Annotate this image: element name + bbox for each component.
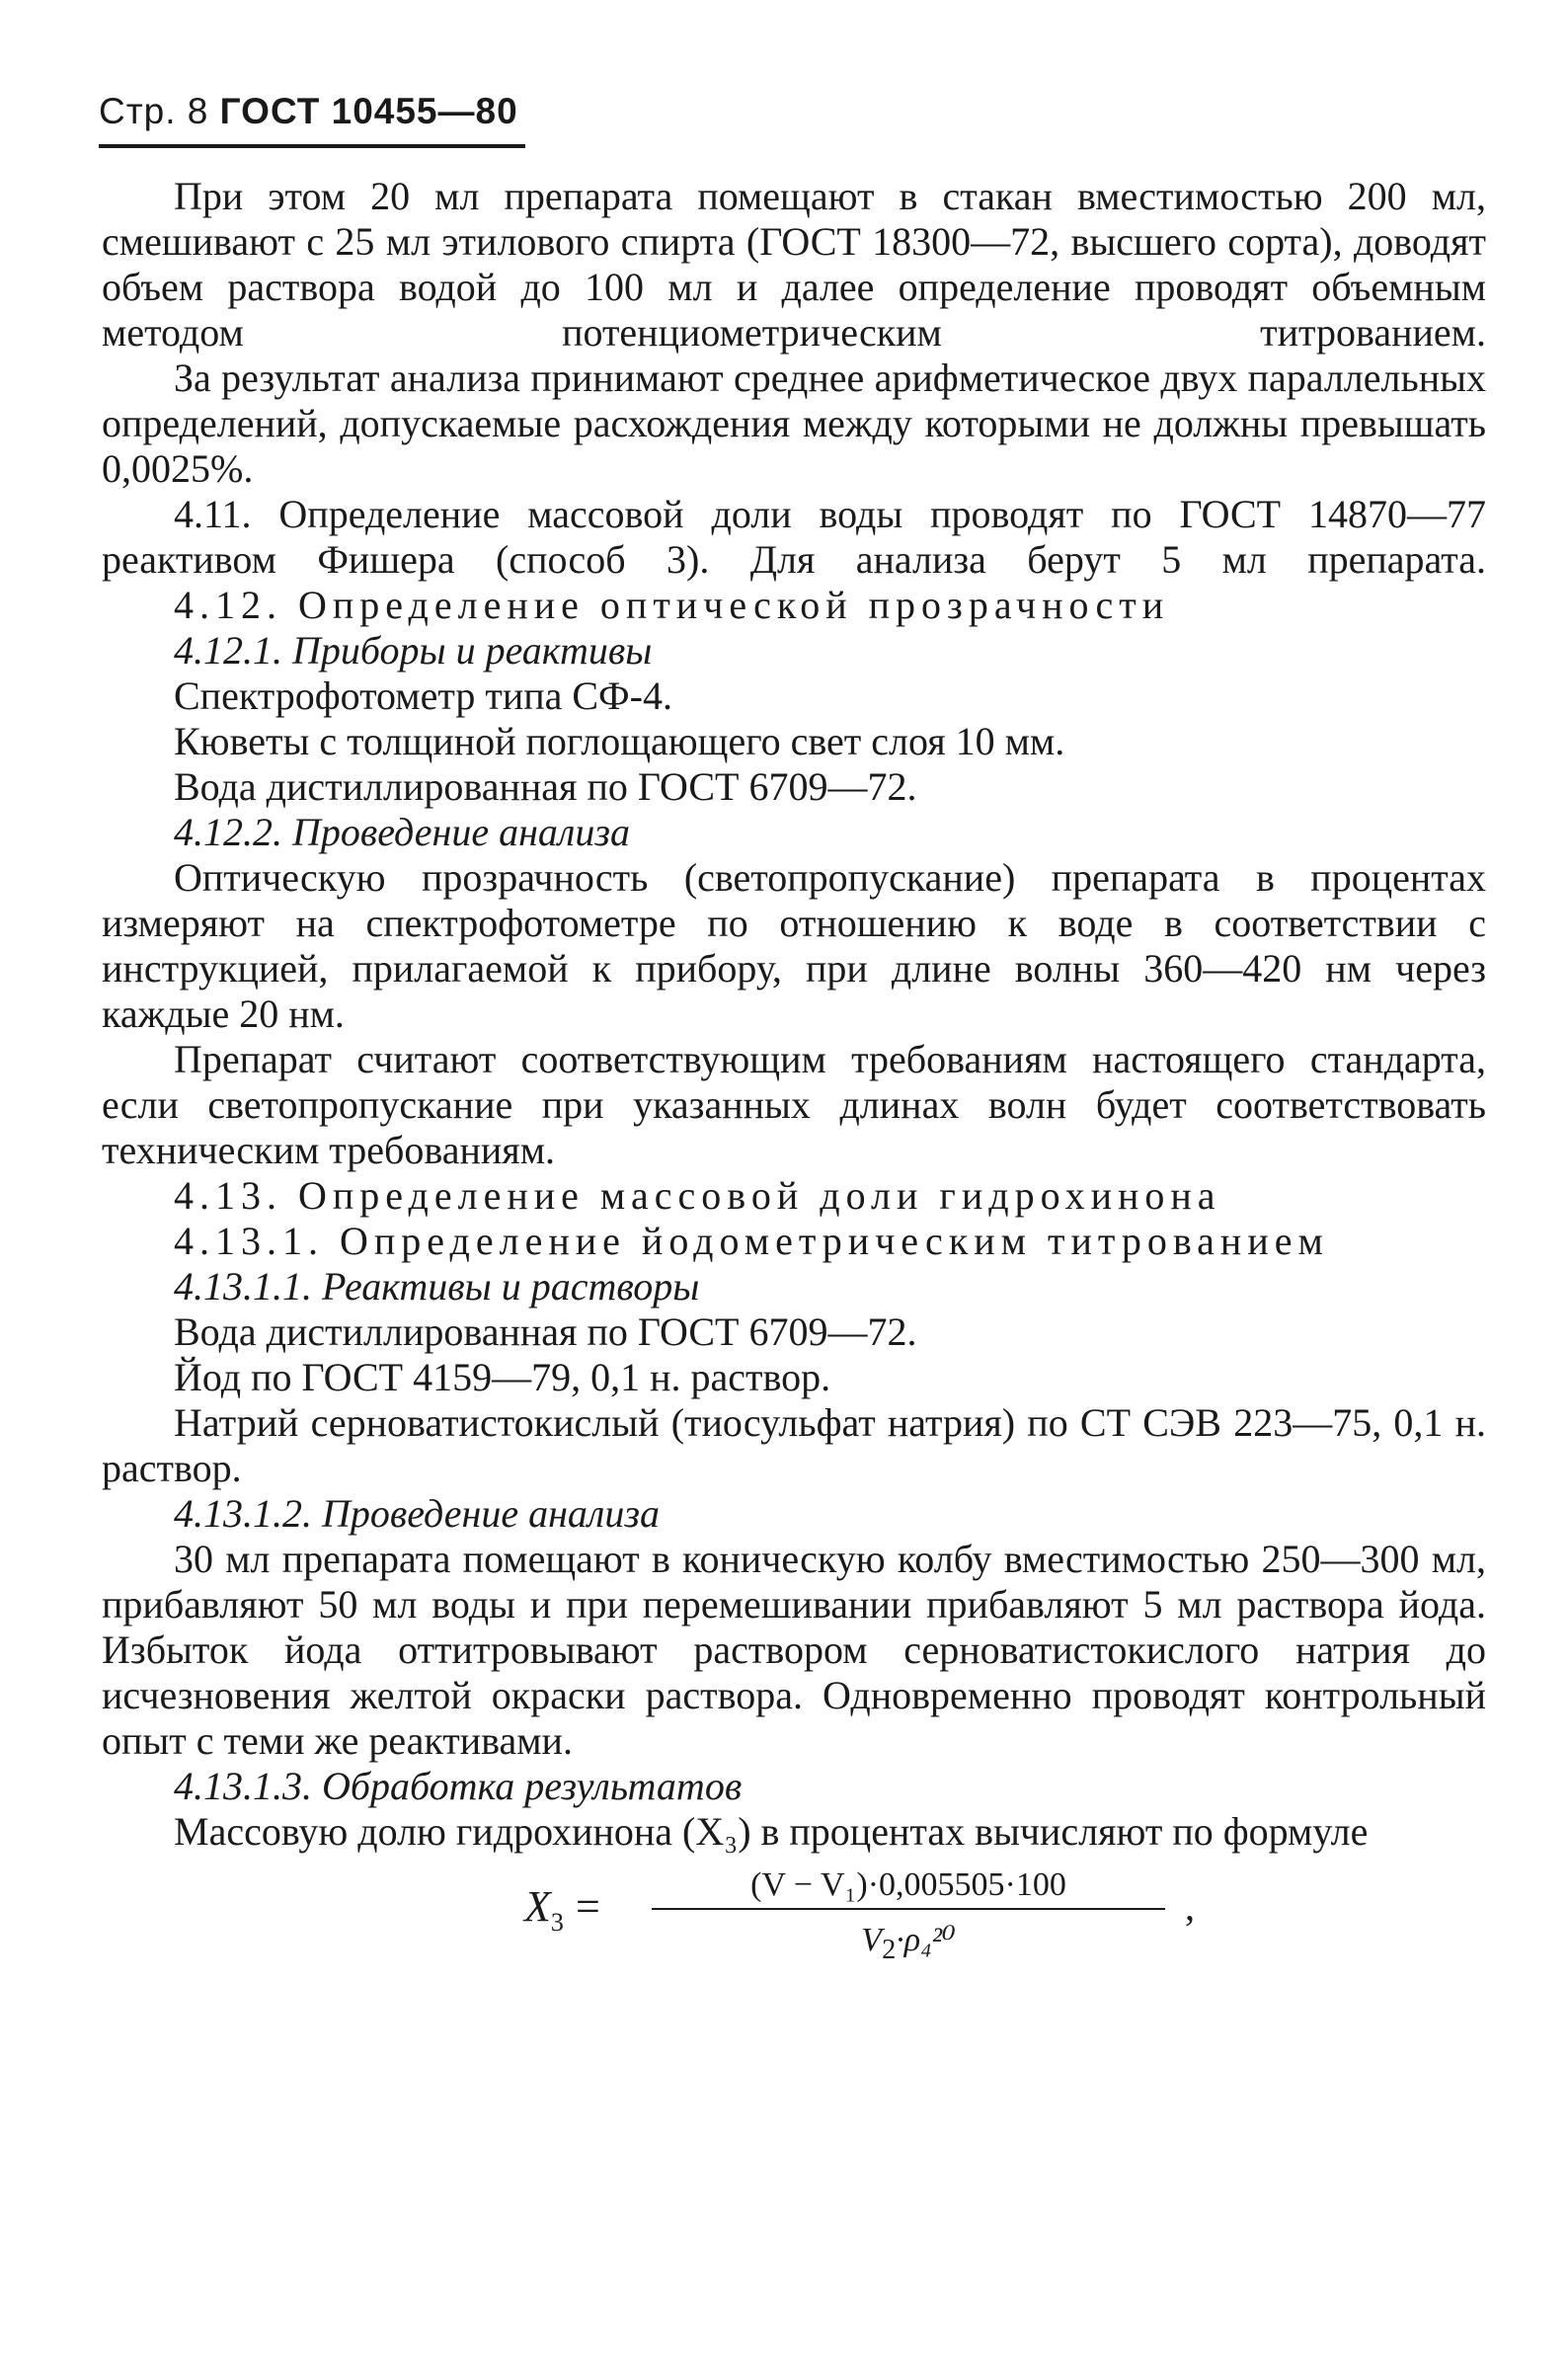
standard-number: 10455—80 xyxy=(331,91,518,131)
paragraph: 4.11. Определение массовой доли воды проводят по ГОСТ 14870—77 реактивом Фишера (способ 3). Для анализа берут 5 мл препарата. xyxy=(102,492,1486,582)
paragraph: Вода дистиллированная по ГОСТ 6709—72. xyxy=(174,1309,917,1354)
section-heading: 4.12. Определение оптической прозрачности xyxy=(174,583,1170,627)
paragraph: Кюветы с толщиной поглощающего свет слоя 10 мм. xyxy=(174,719,1065,763)
paragraph: Оптическую прозрачность (светопропускание) препарата в процентах измеряют на спектрофотометре по отношению к воде в соответствии с инструкцией, прилагаемой к прибору, при длине волны 360—420 нм через каждые 20 нм. xyxy=(102,855,1486,1036)
subsection-heading: 4.13.1.1. Реактивы и растворы xyxy=(174,1264,700,1308)
formula xyxy=(102,1863,1486,1973)
header-rule xyxy=(99,144,525,148)
paragraph: Массовую долю гидрохинона (X₃) в процентах вычисляют по формуле xyxy=(174,1809,1369,1854)
page-number: Стр. 8 xyxy=(99,91,209,131)
subsection-heading: 4.13.1.3. Обработка результатов xyxy=(174,1764,743,1808)
section-heading: 4.13.1. Определение йодометрическим титрованием xyxy=(174,1219,1329,1263)
section-heading: 4.13. Определение массовой доли гидрохинона xyxy=(174,1173,1221,1218)
formula-trailing-comma: , xyxy=(1185,1884,1195,1929)
document-body xyxy=(102,174,1486,1973)
page-header xyxy=(99,91,518,132)
paragraph: При этом 20 мл препарата помещают в стакан вместимостью 200 мл, смешивают с 25 мл этилового спирта (ГОСТ 18300—72, высшего сорта), доводят объем раствора водой до 100 мл и далее определение проводят объемным методом потенциометрическим титрованием. xyxy=(102,174,1486,355)
formula-lhs: $X_3$ xyxy=(524,1882,564,1937)
formula-denominator: $V_2\cdot\rho_4^{20}$ xyxy=(861,1922,956,1965)
fraction-bar xyxy=(652,1908,1165,1910)
paragraph: Препарат считают соответствующим требованиям настоящего стандарта, если светопропускание при указанных длинах волн будет соответствовать техническим требованиям. xyxy=(102,1037,1486,1172)
subsection-heading: 4.13.1.2. Проведение анализа xyxy=(174,1491,660,1536)
paragraph: Спектрофотометр типа СФ-4. xyxy=(174,674,672,718)
formula-equals: = xyxy=(576,1882,600,1931)
paragraph: Йод по ГОСТ 4159—79, 0,1 н. раствор. xyxy=(174,1355,831,1399)
paragraph: Вода дистиллированная по ГОСТ 6709—72. xyxy=(174,764,917,809)
paragraph: Натрий серноватистокислый (тиосульфат натрия) по СТ СЭВ 223—75, 0,1 н. раствор. xyxy=(102,1400,1486,1490)
subsection-heading: 4.12.1. Приборы и реактивы xyxy=(174,628,653,673)
paragraph: 30 мл препарата помещают в коническую колбу вместимостью 250—300 мл, прибавляют 50 мл воды и при перемешивании прибавляют 5 мл раствора йода. Избыток йода оттитровывают раствором серноватистокислого натрия до исчезновения желтой окраски раствора. Одновременно проводят контрольный опыт с теми же реактивами. xyxy=(102,1537,1486,1763)
paragraph: За результат анализа принимают среднее арифметическое двух параллельных определений, допускаемые расхождения между которыми не должны превышать 0,0025%. xyxy=(102,356,1486,491)
formula-numerator: (V − V₁)·0,005505·100 xyxy=(750,1866,1066,1903)
standard-label: ГОСТ xyxy=(219,91,321,131)
subsection-heading: 4.12.2. Проведение анализа xyxy=(174,810,630,854)
